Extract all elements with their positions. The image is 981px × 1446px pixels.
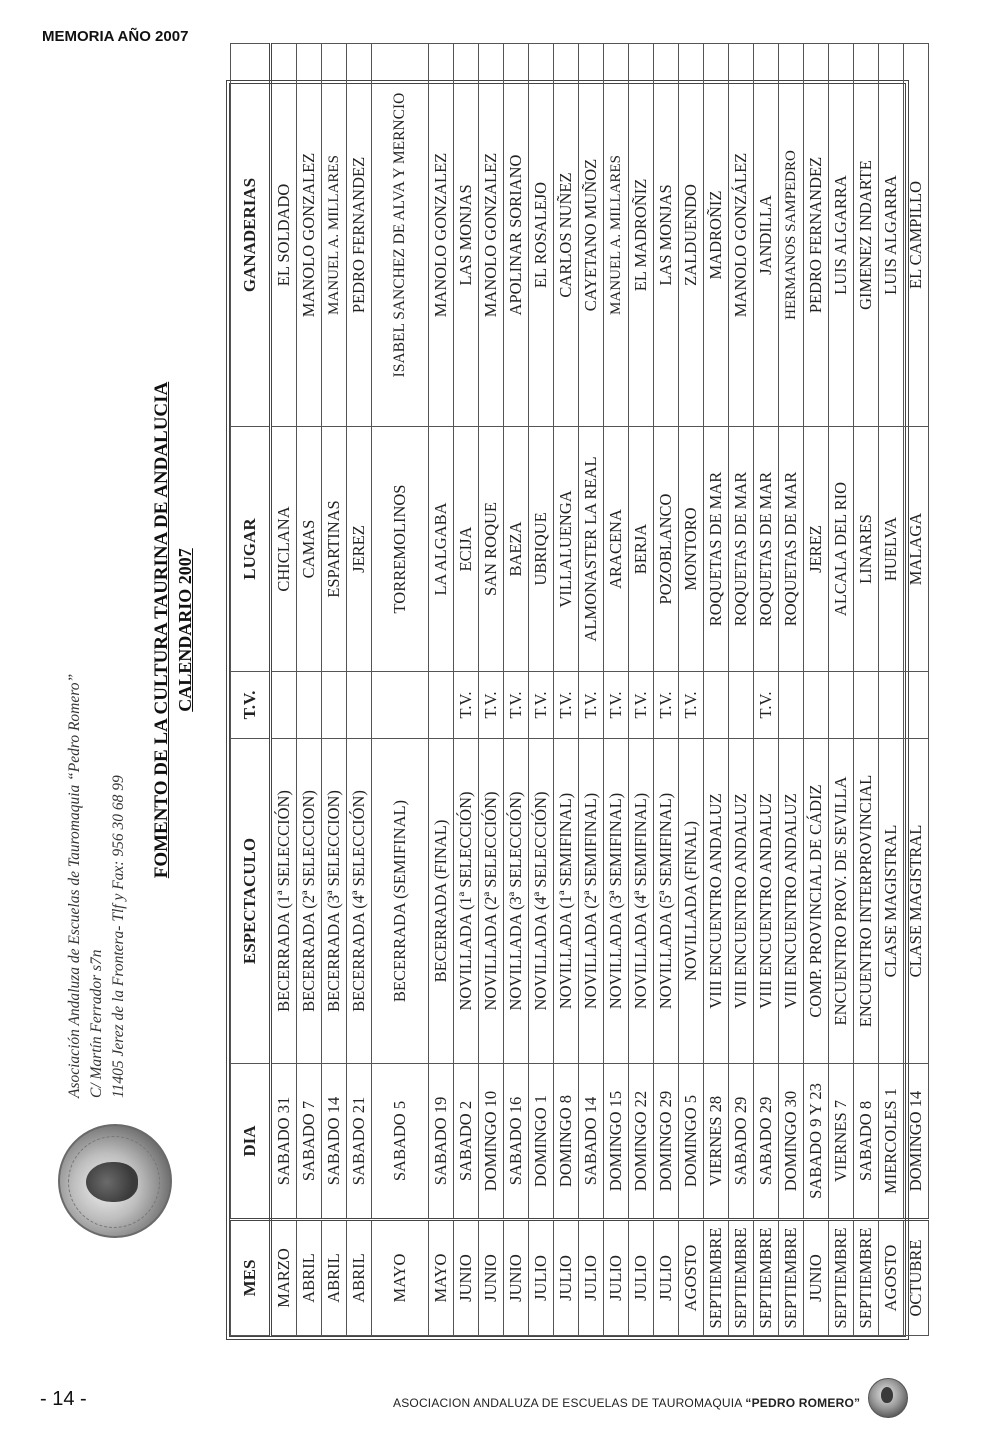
cell-tv [854, 672, 879, 739]
table-body [271, 44, 929, 1336]
table-row [454, 44, 479, 1336]
cell-ganaderias: HERMANOS SAMPEDRO [779, 44, 804, 427]
cell-ganaderias: GIMENEZ INDARTE [854, 44, 879, 427]
table-row [754, 44, 779, 1336]
cell-ganaderias: EL SOLDADO [271, 44, 297, 427]
cell-ganaderias: MANOLO GONZALEZ [479, 44, 504, 427]
table-row [804, 44, 829, 1336]
cell-mes: JULIO [554, 1220, 579, 1336]
cell-dia: DOMINGO 1 [529, 1064, 554, 1220]
cell-ganaderias: MANUEL A. MILLARES [604, 44, 629, 427]
cell-mes: AGOSTO [879, 1220, 904, 1336]
cell-tv: T.V. [479, 672, 504, 739]
cell-dia: SABADO 2 [454, 1064, 479, 1220]
cell-espectaculo: BECERRADA (2ª SELECCION) [297, 739, 322, 1064]
cell-ganaderias: APOLINAR SORIANO [504, 44, 529, 427]
cell-ganaderias: LUIS ALGARRA [829, 44, 854, 427]
cell-lugar: HUELVA [879, 427, 904, 672]
cell-lugar: CAMAS [297, 427, 322, 672]
cell-dia: VIERNES 7 [829, 1064, 854, 1220]
cell-mes: JULIO [529, 1220, 554, 1336]
cell-mes: SEPTIEMBRE [754, 1220, 779, 1336]
cell-mes: MAYO [429, 1220, 454, 1336]
cell-dia: SABADO 16 [504, 1064, 529, 1220]
cell-espectaculo: VIII ENCUENTRO ANDALUZ [704, 739, 729, 1064]
cell-dia: SABADO 31 [271, 1064, 297, 1220]
cell-dia: SABADO 14 [579, 1064, 604, 1220]
cell-lugar: ROQUETAS DE MAR [754, 427, 779, 672]
cell-mes: ABRIL [347, 1220, 372, 1336]
cell-tv [372, 672, 429, 739]
footer-org-prefix: ASOCIACION ANDALUZA DE ESCUELAS DE TAUROMAQUIA [393, 1396, 746, 1410]
cell-lugar: MALAGA [904, 427, 929, 672]
cell-mes: JUNIO [454, 1220, 479, 1336]
cell-tv: T.V. [579, 672, 604, 739]
cell-espectaculo: VIII ENCUENTRO ANDALUZ [754, 739, 779, 1064]
cell-espectaculo: VIII ENCUENTRO ANDALUZ [729, 739, 754, 1064]
footer-org [393, 1396, 860, 1410]
cell-mes: SEPTIEMBRE [704, 1220, 729, 1336]
cell-espectaculo: VIII ENCUENTRO ANDALUZ [779, 739, 804, 1064]
cell-ganaderias: ZALDUENDO [679, 44, 704, 427]
cell-tv: T.V. [454, 672, 479, 739]
cell-tv [729, 672, 754, 739]
table-row [429, 44, 454, 1336]
cell-lugar: SAN ROQUE [479, 427, 504, 672]
cell-dia: DOMINGO 22 [629, 1064, 654, 1220]
cell-ganaderias: MANOLO GONZALEZ [297, 44, 322, 427]
cell-ganaderias: MANOLO GONZÁLEZ [729, 44, 754, 427]
cell-espectaculo: BECERRADA (1ª SELECCIÓN) [271, 739, 297, 1064]
cell-tv [779, 672, 804, 739]
cell-tv: T.V. [504, 672, 529, 739]
cell-lugar: ARACENA [604, 427, 629, 672]
table-row [729, 44, 754, 1336]
cell-ganaderias: MANUEL A. MILLARES [322, 44, 347, 427]
cell-espectaculo: BECERRADA (3ª SELECCION) [322, 739, 347, 1064]
cell-mes: SEPTIEMBRE [829, 1220, 854, 1336]
cell-dia: SABADO 19 [429, 1064, 454, 1220]
cell-lugar: CHICLANA [271, 427, 297, 672]
cell-mes: JULIO [629, 1220, 654, 1336]
cell-espectaculo: NOVILLADA (FINAL) [679, 739, 704, 1064]
cell-tv [322, 672, 347, 739]
table-row [347, 44, 372, 1336]
table-row [504, 44, 529, 1336]
cell-ganaderias: ISABEL SANCHEZ DE ALVA Y MERNCIO [372, 44, 429, 427]
footer-org-name: “PEDRO ROMERO” [745, 1396, 861, 1410]
cell-tv [879, 672, 904, 739]
calendar-table-frame [226, 80, 925, 1340]
cell-espectaculo: ENCUENTRO PROV. DE SEVILLA [829, 739, 854, 1064]
cell-mes: MARZO [271, 1220, 297, 1336]
cell-ganaderias: EL MADROÑIZ [629, 44, 654, 427]
table-row [654, 44, 679, 1336]
cell-espectaculo: BECERRADA (SEMIFINAL) [372, 739, 429, 1064]
cell-mes: SEPTIEMBRE [729, 1220, 754, 1336]
cell-mes: ABRIL [322, 1220, 347, 1336]
cell-mes: MAYO [372, 1220, 429, 1336]
cell-lugar: VILLALUENGA [554, 427, 579, 672]
cell-lugar: BERJA [629, 427, 654, 672]
table-row [779, 44, 804, 1336]
table-row [372, 44, 429, 1336]
cell-dia: DOMINGO 15 [604, 1064, 629, 1220]
header-tv: T.V. [231, 672, 271, 739]
cell-lugar: MONTORO [679, 427, 704, 672]
cell-tv: T.V. [554, 672, 579, 739]
cell-lugar: BAEZA [504, 427, 529, 672]
calendar-table [230, 43, 929, 1336]
cell-mes: JUNIO [479, 1220, 504, 1336]
cell-lugar: ROQUETAS DE MAR [779, 427, 804, 672]
cell-lugar: UBRIQUE [529, 427, 554, 672]
cell-mes: SEPTIEMBRE [779, 1220, 804, 1336]
table-header-row [231, 44, 271, 1336]
cell-mes: JULIO [654, 1220, 679, 1336]
cell-tv: T.V. [529, 672, 554, 739]
cell-tv [429, 672, 454, 739]
cell-espectaculo: NOVILLADA (3ª SELECCIÓN) [504, 739, 529, 1064]
cell-mes: JUNIO [504, 1220, 529, 1336]
cell-dia: SABADO 8 [854, 1064, 879, 1220]
cell-dia: DOMINGO 10 [479, 1064, 504, 1220]
cell-espectaculo: BECERRADA (4ª SELECCIÓN) [347, 739, 372, 1064]
cell-espectaculo: CLASE MAGISTRAL [904, 739, 929, 1064]
cell-lugar: LA ALGABA [429, 427, 454, 672]
cell-mes: JULIO [604, 1220, 629, 1336]
cell-ganaderias: EL ROSALEJO [529, 44, 554, 427]
cell-dia: MIERCOLES 1 [879, 1064, 904, 1220]
cell-tv: T.V. [629, 672, 654, 739]
cell-dia: SABADO 14 [322, 1064, 347, 1220]
cell-lugar: ESPARTINAS [322, 427, 347, 672]
cell-dia: SABADO 29 [754, 1064, 779, 1220]
cell-espectaculo: ENCUENTRO INTERPROVINCIAL [854, 739, 879, 1064]
cell-tv [829, 672, 854, 739]
cell-espectaculo: NOVILLADA (2ª SELECCIÓN) [479, 739, 504, 1064]
header-mes: MES [231, 1220, 271, 1336]
cell-dia: DOMINGO 8 [554, 1064, 579, 1220]
cell-espectaculo: NOVILLADA (3ª SEMIFINAL) [604, 739, 629, 1064]
table-row [829, 44, 854, 1336]
cell-mes: SEPTIEMBRE [854, 1220, 879, 1336]
cell-espectaculo: NOVILLADA (1ª SEMIFINAL) [554, 739, 579, 1064]
cell-tv: T.V. [754, 672, 779, 739]
cell-lugar: ROQUETAS DE MAR [704, 427, 729, 672]
cell-lugar: LINARES [854, 427, 879, 672]
cell-ganaderias: LAS MONJAS [454, 44, 479, 427]
cell-tv [904, 672, 929, 739]
table-row [879, 44, 904, 1336]
cell-ganaderias: LAS MONJAS [654, 44, 679, 427]
table-row [604, 44, 629, 1336]
table-row [629, 44, 654, 1336]
cell-espectaculo: NOVILLADA (4ª SELECCIÓN) [529, 739, 554, 1064]
cell-tv: T.V. [654, 672, 679, 739]
cell-espectaculo: BECERRADA (FINAL) [429, 739, 454, 1064]
cell-dia: DOMINGO 29 [654, 1064, 679, 1220]
cell-dia: DOMINGO 14 [904, 1064, 929, 1220]
cell-tv [704, 672, 729, 739]
cell-mes: ABRIL [297, 1220, 322, 1336]
cell-tv: T.V. [604, 672, 629, 739]
cell-dia: SABADO 5 [372, 1064, 429, 1220]
table-row [322, 44, 347, 1336]
header-ganaderias: GANADERIAS [231, 44, 271, 427]
cell-mes: AGOSTO [679, 1220, 704, 1336]
association-phone: 11405 Jerez de la Frontera- Tlf y Fax: 956 30 68 99 [110, 775, 127, 1098]
cell-dia: DOMINGO 30 [779, 1064, 804, 1220]
cell-espectaculo: NOVILLADA (4ª SEMIFINAL) [629, 739, 654, 1064]
rotated-calendar-page [58, 80, 925, 1340]
calendar-subtitle: CALENDARIO 2007 [175, 548, 195, 712]
table-row [579, 44, 604, 1336]
association-address [64, 674, 130, 1098]
calendar-title: FOMENTO DE LA CULTURA TAURINA DE ANDALUCIA [151, 381, 172, 879]
cell-ganaderias: PEDRO FERNANDEZ [347, 44, 372, 427]
document-header: MEMORIA AÑO 2007 [42, 28, 189, 45]
cell-ganaderias: CAYETANO MUÑOZ [579, 44, 604, 427]
cell-ganaderias: CARLOS NUÑEZ [554, 44, 579, 427]
cell-tv: T.V. [679, 672, 704, 739]
cell-dia: SABADO 29 [729, 1064, 754, 1220]
table-row [704, 44, 729, 1336]
header-lugar: LUGAR [231, 427, 271, 672]
table-row [904, 44, 929, 1336]
cell-dia: SABADO 21 [347, 1064, 372, 1220]
cell-ganaderias: MADROÑIZ [704, 44, 729, 427]
cell-lugar: ALMONASTER LA REAL [579, 427, 604, 672]
cell-espectaculo: NOVILLADA (2ª SEMIFINAL) [579, 739, 604, 1064]
cell-espectaculo: NOVILLADA (1ª SELECCIÓN) [454, 739, 479, 1064]
cell-lugar: TORREMOLINOS [372, 427, 429, 672]
cell-mes: JUNIO [804, 1220, 829, 1336]
cell-mes: JULIO [579, 1220, 604, 1336]
cell-tv [804, 672, 829, 739]
cell-ganaderias: LUIS ALGARRA [879, 44, 904, 427]
cell-lugar: POZOBLANCO [654, 427, 679, 672]
cell-lugar: ROQUETAS DE MAR [729, 427, 754, 672]
table-row [271, 44, 297, 1336]
cell-ganaderias: PEDRO FERNANDEZ [804, 44, 829, 427]
cell-dia: SABADO 9 Y 23 [804, 1064, 829, 1220]
table-row [679, 44, 704, 1336]
cell-mes: OCTUBRE [904, 1220, 929, 1336]
table-row [554, 44, 579, 1336]
header-dia: DIA [231, 1064, 271, 1220]
cell-tv [347, 672, 372, 739]
cell-lugar: ECIJA [454, 427, 479, 672]
cell-lugar: JEREZ [804, 427, 829, 672]
cell-dia: SABADO 7 [297, 1064, 322, 1220]
cell-espectaculo: COMP. PROVINCIAL DE CÁDIZ [804, 739, 829, 1064]
association-name: Asociación Andaluza de Escuelas de Tauromaquia “Pedro Romero” [66, 673, 83, 1098]
cell-ganaderias: MANOLO GONZALEZ [429, 44, 454, 427]
page-number: - 14 - [40, 1388, 87, 1410]
cell-ganaderias: JANDILLA [754, 44, 779, 427]
cell-tv [297, 672, 322, 739]
cell-espectaculo: NOVILLADA (5ª SEMIFINAL) [654, 739, 679, 1064]
table-row [297, 44, 322, 1336]
association-street: C/ Martín Ferrador s7n [88, 949, 105, 1098]
cell-dia: DOMINGO 5 [679, 1064, 704, 1220]
header-espectaculo: ESPECTACULO [231, 739, 271, 1064]
cell-ganaderias: EL CAMPILLO [904, 44, 929, 427]
table-row [854, 44, 879, 1336]
cell-lugar: JEREZ [347, 427, 372, 672]
cell-espectaculo: CLASE MAGISTRAL [879, 739, 904, 1064]
footer-logo-icon [868, 1378, 908, 1418]
cell-dia: VIERNES 28 [704, 1064, 729, 1220]
table-row [479, 44, 504, 1336]
cell-lugar: ALCALA DEL RIO [829, 427, 854, 672]
cell-tv [271, 672, 297, 739]
table-row [529, 44, 554, 1336]
